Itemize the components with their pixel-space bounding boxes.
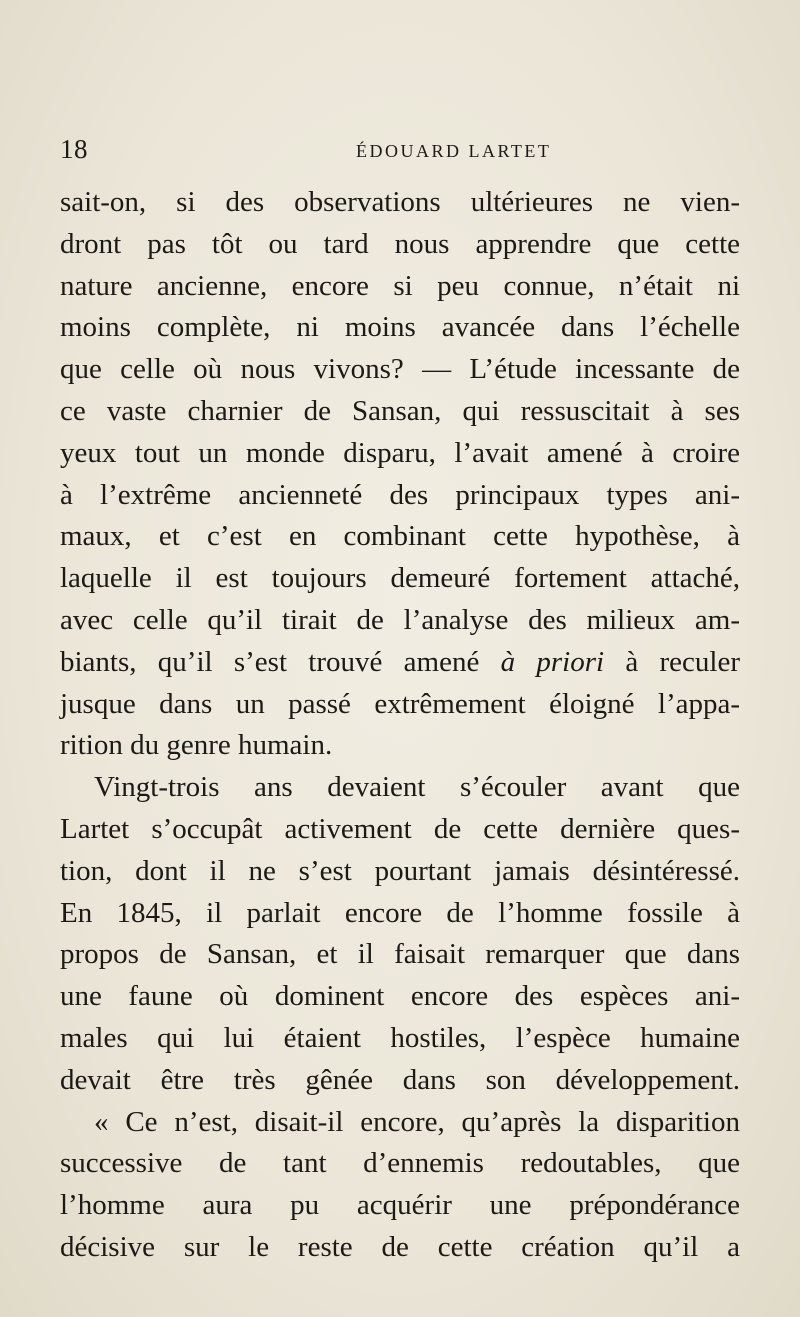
text-line: males qui lui étaient hostiles, l’espèce humaine xyxy=(60,1021,740,1054)
text-line: une faune où dominent encore des espèces ani- xyxy=(60,980,740,1013)
text-line: nature ancienne, encore si peu connue, n’était ni xyxy=(60,269,740,302)
text-line: tion, dont il ne s’est pourtant jamais désintéressé. xyxy=(60,854,740,887)
text-line: successive de tant d’ennemis redoutables, que xyxy=(60,1147,740,1180)
page-number: 18 xyxy=(60,134,88,164)
text-line: avec celle qu’il tirait de l’analyse des milieux am- xyxy=(60,603,740,636)
text-line: « Ce n’est, disait-il encore, qu’après la disparition xyxy=(94,1105,740,1138)
text-line: décisive sur le reste de cette création qu’il a xyxy=(60,1230,740,1263)
text-line: l’homme aura pu acquérir une prépondérance xyxy=(60,1189,740,1222)
text-line: laquelle il est toujours demeuré fortement attaché, xyxy=(60,562,740,595)
text-line: sait-on, si des observations ultérieures ne vien- xyxy=(60,186,740,218)
text-line: maux, et c’est en combinant cette hypothèse, à xyxy=(60,520,740,553)
text-line: que celle où nous vivons? — L’étude incessante de xyxy=(60,353,740,386)
body-text xyxy=(60,182,740,1269)
text-line: En 1845, il parlait encore de l’homme fossile à xyxy=(60,896,740,929)
running-head: ÉDOUARD LARTET xyxy=(356,141,552,161)
text-line: devait être très gênée dans son développement. xyxy=(60,1063,740,1096)
text-line: propos de Sansan, et il faisait remarquer que dans xyxy=(60,938,740,971)
paragraph-end-line: rition du genre humain. xyxy=(60,729,333,762)
text-line: à l’extrême ancienneté des principaux types ani- xyxy=(60,478,740,511)
text-line: Lartet s’occupât activement de cette dernière ques- xyxy=(60,812,740,845)
text-line: ce vaste charnier de Sansan, qui ressuscitait à ses xyxy=(60,394,740,427)
text-line: dront pas tôt ou tard nous apprendre que cette xyxy=(60,227,740,260)
paragraph-start-line: Vingt-trois ans devaient s’écouler avant que xyxy=(94,771,740,804)
text-line-with-italic xyxy=(60,642,740,684)
text-segment: à reculer xyxy=(604,645,740,678)
italic-phrase: à priori xyxy=(500,645,605,678)
text-line: jusque dans un passé extrêmement éloigné l’appa- xyxy=(60,687,740,720)
text-line: yeux tout un monde disparu, l’avait amené à croire xyxy=(60,436,740,469)
text-line: moins complète, ni moins avancée dans l’échelle xyxy=(60,311,740,344)
text-segment: biants, qu’il s’est trouvé amené xyxy=(60,645,501,678)
